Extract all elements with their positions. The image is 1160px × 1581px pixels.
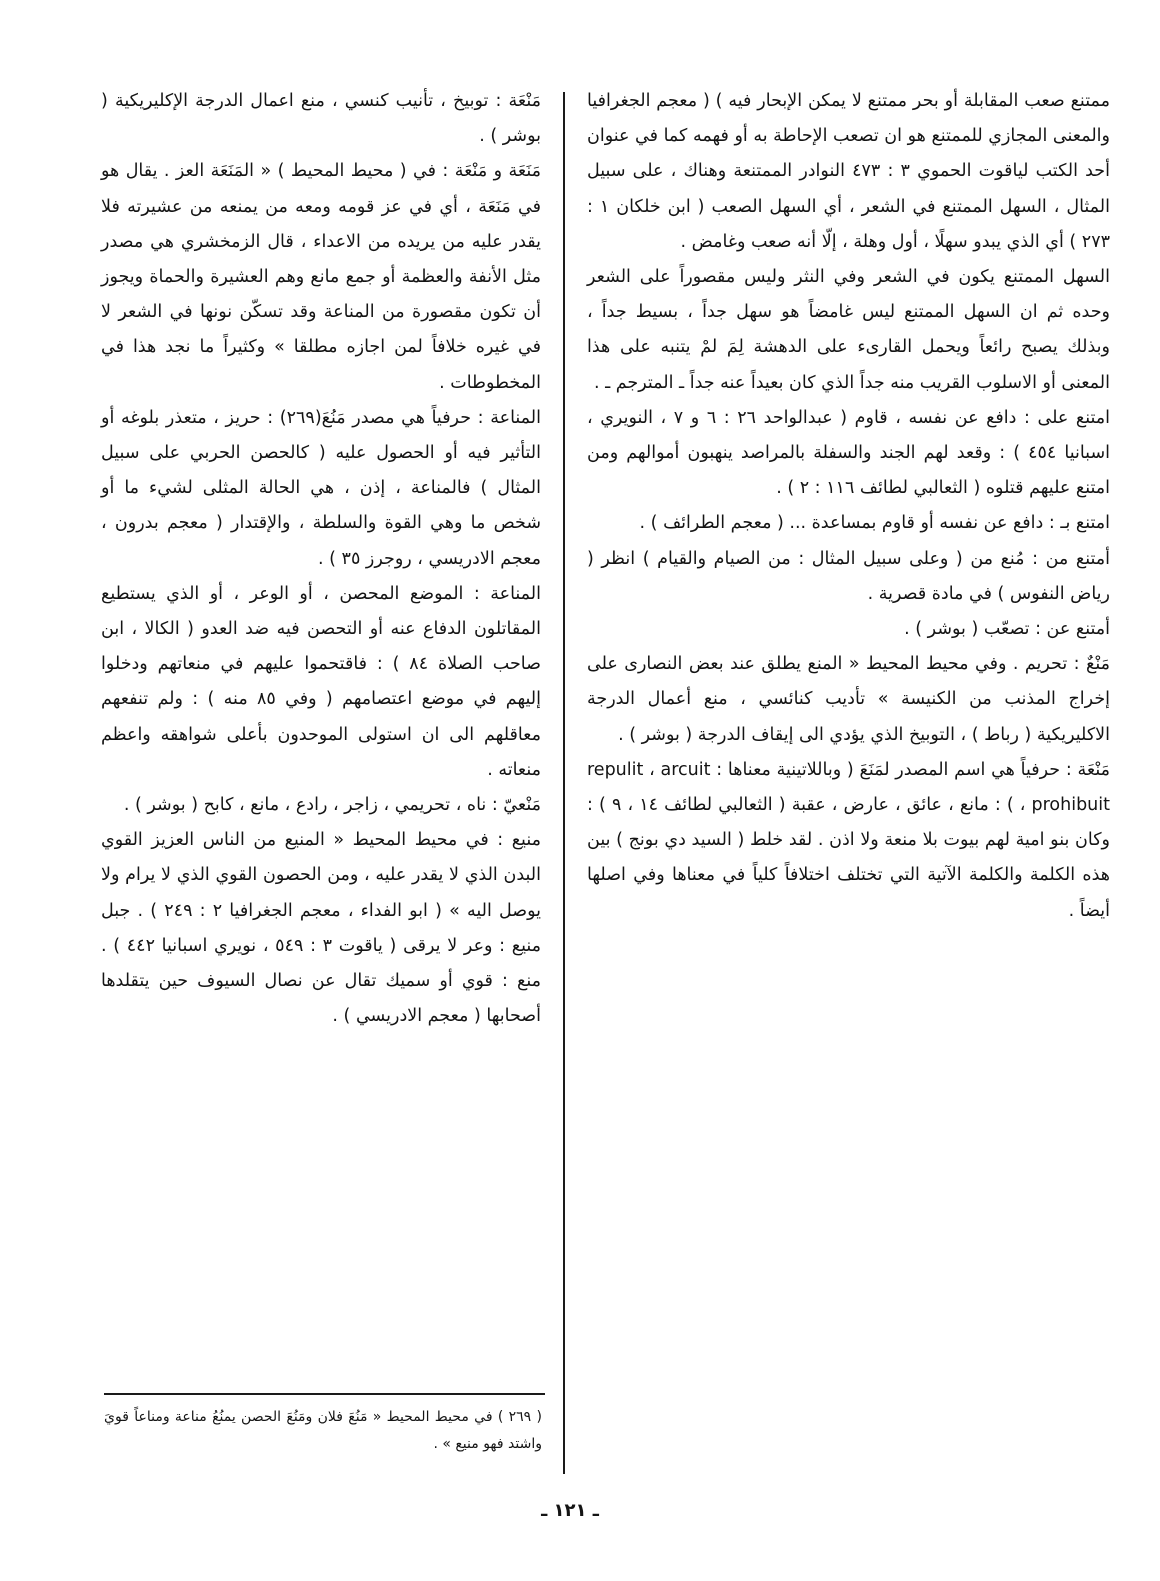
paragraph: أمتنع عن : تصعّب ( بوشر ) . bbox=[904, 619, 1110, 640]
paragraph: ممتنع صعب المقابلة أو بحر ممتنع لا يمكن الإبحار فيه ) ( معجم الجغرافيا والمعنى المجازي للممتنع هو ان تصعب الإحاطة به أو فهمه كما في عنوان أحد الكتب لياقوت الحموي ٣ : ٤٧٣ النوادر الممتنعة وهناك ، على سبيل المثال ، السهل الممتنع في الشعر ، أي السهل الصعب ( ابن خلكان ١ : ٢٧٣ ) أي الذي يبدو سهلًا ، أول وهلة ، إلّا أنه صعب وغامض . bbox=[587, 91, 1110, 252]
paragraph: مَنْعَة : حرفياً هي اسم المصدر لمَنَعَ ( وباللاتينية معناها : repulit ، arcuit ، prohibuit ) : مانع ، عائق ، عارض ، عقبة ( الثعالبي لطائف ١٤ ، ٩ ) : وكان بنو امية لهم بيوت بلا منعة ولا اذن . لقد خلط ( السيد دي بونج ) بين هذه الكلمة والكلمة الآتية التي تختلف اختلافاً كلياً في معناها وفي اصلها أيضاً . bbox=[587, 759, 1111, 921]
paragraph: مَنْعَة : توبيخ ، تأنيب كنسي ، منع اعمال الدرجة الإكليريكية ( بوشر ) . bbox=[101, 91, 541, 147]
footnote-divider bbox=[104, 1393, 545, 1395]
paragraph: منيع : في محيط المحيط « المنيع من الناس العزيز القوي البدن الذي لا يقدر عليه ، ومن الحصون القوي الذي لا يرام ولا يوصل اليه » ( ابو الفداء ، معجم الجغرافيا ٢ : ٢٤٩ ) . جبل منيع : وعر لا يرقى ( ياقوت ٣ : ٥٤٩ ، نويري اسبانيا ٤٤٢ ) . منع : قوي أو سميك تقال عن نصال السيوف حين يتقلدها أصحابها ( معجم الادريسي ) . bbox=[101, 830, 542, 1027]
paragraph: المناعة : حرفياً هي مصدر مَنُعَ(٢٦٩) : حريز ، متعذر بلوغه أو التأثير فيه أو الحصول عليه ( كالحصن الحربي على سبيل المثال ) فالمناعة ، إذن ، هي الحالة المثلى لشيء ما أو شخص ما وهي القوة والسلطة ، والإقتدار ( معجم بدرون ، معجم الادريسي ، روجرز ٣٥ ) . bbox=[101, 407, 541, 569]
column-divider bbox=[563, 92, 565, 1474]
paragraph: امتنع على : دافع عن نفسه ، قاوم ( عبدالواحد ٢٦ : ٦ و ٧ ، النويري ، اسبانيا ٤٥٤ ) : وقعد لهم الجند والسفلة بالمراصد ينهبون أموالهم ومن امتنع عليهم قتلوه ( الثعالبي لطائف ١١٦ : ٢ ) . bbox=[587, 407, 1110, 499]
paragraph: المناعة : الموضع المحصن ، أو الوعر ، أو الذي يستطيع المقاتلون الدفاع عنه أو التحصن فيه ضد العدو ( الكالا ، ابن صاحب الصلاة ٨٤ ) : فاقتحموا عليهم في منعاتهم ودخلوا إليهم في موضع اعتصامهم ( وفي ٨٥ منه ) : ولم تنفعهم معاقلهم الى ان استولى الموحدون بأعلى شواهقه واعظم منعاته . bbox=[101, 583, 541, 780]
paragraph: مَنْعٌ : تحريم . وفي محيط المحيط « المنع يطلق عند بعض النصارى على إخراج المذنب من الكنيسة » تأديب كنائسي ، منع أعمال الدرجة الاكليريكية ( رباط ) ، التوبيخ الذي يؤدي الى إيقاف الدرجة ( بوشر ) . bbox=[587, 654, 1110, 745]
paragraph: مَنَعَة و مَنْعَة : في ( محيط المحيط ) « المَنَعَة العز . يقال هو في مَنَعَة ، أي في عز قومه ومعه من يمنعه من عشيرته فلا يقدر عليه من يريده من الاعداء ، قال الزمخشري هي مصدر مثل الأنفة والعظمة أو جمع مانع وهم العشيرة والحماة ويجوز أن تكون مقصورة من المناعة وقد تسكّن نونها في الشعر لا في غيره خلافاً لمن اجازه مطلقا » وكثيراً ما نجد هذا في المخطوطات . bbox=[101, 161, 541, 393]
footnote-text: ( ٢٦٩ ) في محيط المحيط « مَنُعَ فلان ومَنُعَ الحصن يمنُعُ مناعة ومناعاً قويَ واشتد فهو منيع » . bbox=[104, 1409, 542, 1452]
paragraph: امتنع بـ : دافع عن نفسه أو قاوم بمساعدة ... ( معجم الطرائف ) . bbox=[639, 513, 1110, 534]
paragraph: أمتنع من : مُنع من ( وعلى سبيل المثال : من الصيام والقيام ) انظر ( رياض النفوس ) في مادة قصرية . bbox=[587, 548, 1110, 604]
left-column bbox=[101, 84, 541, 1034]
right-column bbox=[587, 84, 1110, 929]
paragraph: السهل الممتنع يكون في الشعر وفي النثر وليس مقصوراً على الشعر وحده ثم ان السهل الممتنع ليس غامضاً هو سهل جداً ، بسيط جداً ، وبذلك يصبح رائعاً ويحمل القارىء على الدهشة لِمَ لمْ يتنبه على هذا المعنى أو الاسلوب القريب منه جداً الذي كان بعيداً عنه جداً ـ المترجم ـ . bbox=[587, 267, 1110, 393]
footnote bbox=[104, 1404, 542, 1458]
page-number: ـ ١٢١ ـ bbox=[541, 1500, 599, 1521]
paragraph: مَنْعيّ : ناه ، تحريمي ، زاجر ، رادع ، مانع ، كابح ( بوشر ) . bbox=[123, 795, 541, 816]
